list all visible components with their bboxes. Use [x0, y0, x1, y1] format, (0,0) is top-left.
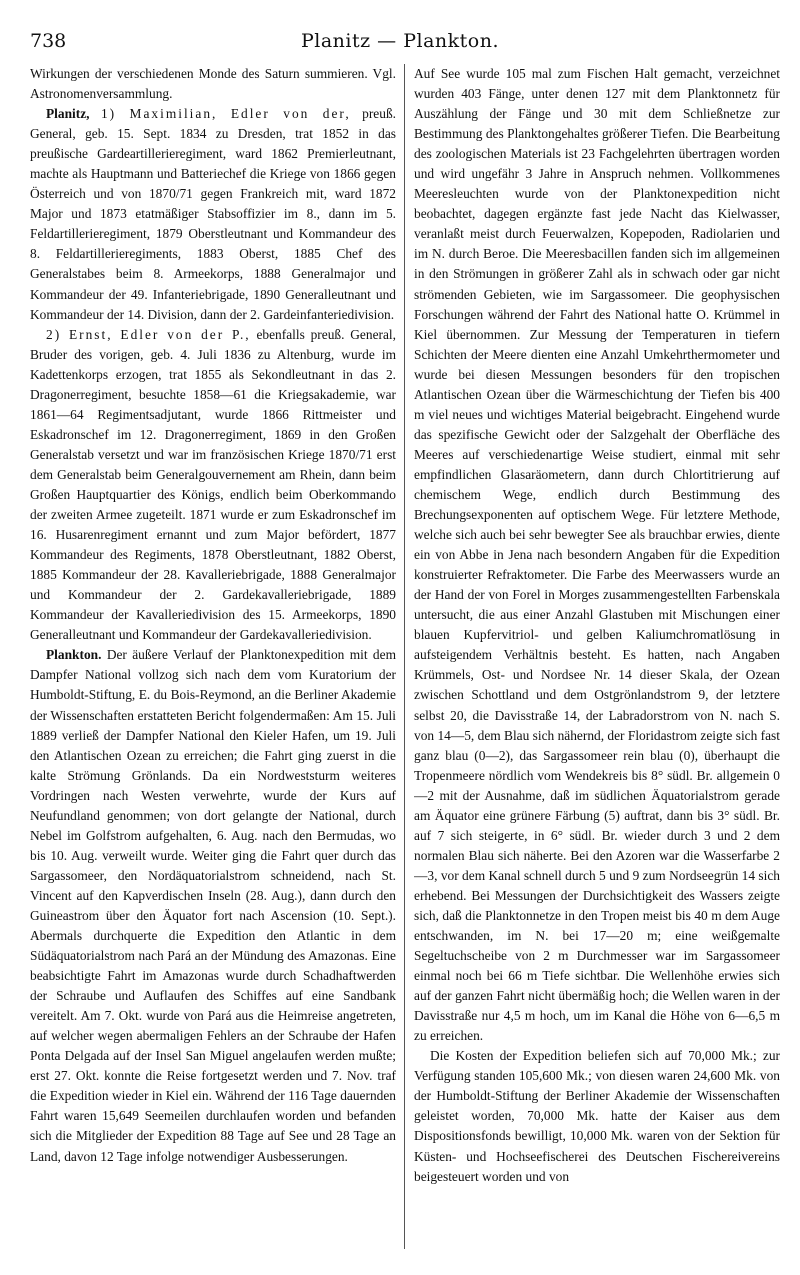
entry-text: preuß. General, geb. 15. Sept. 1834 zu Dresden, trat 1852 in das preußische Gardeartillerieregiment, ward 1862 Premierleutnant, machte als Hauptmann und Batteriechef die Kriege von 1866 gegen Österreich und von 1870/71 gegen Frankreich mit, ward 1872 Major und 1873 etatmäßiger Stabsoffizier im 8., dann im 5. Feldartillerieregiment, 1879 Oberstleutnant und Kommandeur des 8. Feldartillerieregiments, 1883 Oberst, 1885 Chef des Generalstabes beim 8. Armeekorps, 1888 Generalmajor und Kommandeur der 49. Infanteriebrigade, 1890 Generalleutnant und Kommandeur der 14. Division, dann der 2. Gardeinfanteriedivision.: [30, 106, 396, 322]
person-name: 2) Ernst, Edler von der P.,: [46, 326, 251, 342]
paragraph: Auf See wurde 105 mal zum Fischen Halt gemacht, verzeichnet wurden 403 Fänge, unter denen 127 mit dem Planktonnetz für Auszählung der Fänge und 30 mit dem Schließnetze zur Bestimmung des Planktongehaltes größerer Tiefen. Die Bearbeitung des zoologischen Materials ist 23 Fachgelehrten übertragen worden und wird ungefähr 3 Jahre in Anspruch nehmen. Vollkommenes Meeresleuchten wurde von der Planktonexpedition nicht beobachtet, dagegen ergänzte fast jede Nacht das Kielwasser, veranlaßt meist durch Feuerwalzen, Kopepoden, Radiolarien und im N. durch Beroe. Die Meeresbacillen fanden sich im allgemeinen in den Strömungen in größerer Zahl als in schwach oder gar nicht strömenden Gebieten, wie im Sargassomeer. Die geophysischen Forschungen während der Fahrt des National hatte O. Krümmel in Kiel übernommen. Zur Messung der Temperaturen in tiefern Schichten der Meere dienten eine Anzahl Umkehrthermometer und wurde bei diesen Messungen besonders für den tropischen Atlantischen Ozean über die Wärmeschichtung der Tiefen bis 400 m viel neues und wichtiges Material beigebracht. Eingehend wurde das spezifische Gewicht oder der Salzgehalt der Oberfläche des Meeres auf verschiedenartige Weise studiert, einmal mit sehr empfindlichen Glasaräometern, dann durch Chlortitrierung auf chemischem Wege, endlich durch Bestimmung des Brechungsexponenten auf optischem Wege. Für letztere Methode, welche sich auch bei sehr bewegter See als brauchbar erwies, diente ein von Abbe in Jena nach besondern Angaben für die Expedition konstruierter Refraktometer. Die Farbe des Meerwassers wurde an der Hand der von Forel in Morges zusammengestellten Farbenskala untersucht, die aus einer Anzahl Glastuben mit Mischungen einer blauen Kupfervitriol- und gelben Kaliumchromatlösung in aufsteigendem Verhältnis besteht. Es hatten, nach Angaben Krümmels, Ost- und Nordsee Nr. 14 dieser Skala, der Ozean zwischen Schottland und dem Ostgrönlandstrom 9, der letztere selbst 20, die Davisstraße 14, der Labradorstrom von N. nach S. von 14—5, dem Blau sich nähernd, der Floridastrom zeigte sich fast ganz blau (0—2), das Sargassomeer rein blau (0), überhaupt die Tropenmeere nördlich vom Wendekreis bis 8° südl. Br. allgemein 0—2 mit der Ausnahme, daß im südlichen Äquatorialstrom gerade am Äquator eine grünere Färbung (5) auftrat, dann bis 3° südl. Br. auf 7 sich steigerte, in 6° südl. Br. wieder durch 3 und 2 dem normalen Blau sich näherte. Bei den Azoren war die Wasserfarbe 2—3, vor dem Kanal schnell durch 5 und 9 zum Nordseegrün 14 sich erhebend. Bei Messungen der Durchsichtigkeit des Wassers zeigte sich, daß die Planktonnetze in den Tropen meist bis 40 m dem Auge entschwanden, im N. bei 17—20 m; eine weißgemalte Segeltuchscheibe von 2 m Durchmesser war im Sargassomeer einmal noch bei 66 m Tiefe sichtbar. Die Wellenhöhe erwies sich auf der ganzen Fahrt nicht übermäßig hoch; die Wellen waren in der Davisstraße nur 4,5 m hoch, um im Kanal die Höhe von 6—6,5 m zu erreichen.: [414, 66, 780, 1044]
entry-plankton: [30, 645, 396, 1166]
paragraph: Die Kosten der Expedition beliefen sich auf 70,000 Mk.; zur Verfügung standen 105,600 Mk.; von diesen waren 24,600 Mk. von der Humboldt-Stiftung der Berliner Akademie der Wissenschaften geleistet worden, 70,000 Mk. hatte der Kaiser aus dem Dispositionsfonds bewilligt, 10,000 Mk. waren von der Sektion für Küsten- und Hochseefischerei des Deutschen Fischereivereins beigesteuert worden und von: [414, 1048, 780, 1184]
left-column: [30, 64, 396, 1254]
right-column: [414, 64, 780, 1254]
entry-headword: Planitz,: [46, 106, 90, 122]
entry-text: Der äußere Verlauf der Planktonexpedition mit dem Dampfer National vollzog sich nach dem vom Kuratorium der Humboldt-Stiftung, E. du Bois-Reymond, an die Berliner Akademie der Wissenschaften erstatteten Bericht folgendermaßen: Am 15. Juli 1889 verließ der Dampfer National den Kieler Hafen, um 19. Juli den Atlantischen Ozean zu erreichen; die Fahrt ging zuerst in die kalte Strömung Grönlands. Da ein Nordweststurm weiteres Vordringen nach Westen verwehrte, wurde der Kurs auf Neufundland genommen; von dort gelangte der National, durch Nebel im Golfstrom aufgehalten, 6. Aug. nach den Bermudas, wo bis 10. Aug. verweilt wurde. Weiter ging die Fahrt quer durch das Sargassomeer, den Nordäquatorialstrom schneidend, nach St. Vincent auf den Kapverdischen Inseln (28. Aug.), dann durch den Guineastrom über den Äquator fort nach Ascension (10. Sept.). Abermals durchquerte die Expedition den Atlantic in dem Südäquatorialstrom nach Pará an der Mündung des Amazonas. Eine beabsichtigte Fahrt im Amazonas wurde durch Schadhaftwerden der Schraube und Auflaufen des Schiffes auf eine Sandbank vereitelt. Am 7. Okt. wurde von Pará aus die Heimreise angetreten, auf welcher wegen abermaligen Fehlers an der Schraube der Hafen Ponta Delgada auf der Insel San Miguel angelaufen werden mußte; erst 27. Okt. konnte die Reise fortgesetzt werden und 7. Nov. traf die Expedition wieder in Kiel ein. Während der 116 Tage dauernden Fahrt waren 15,649 Seemeilen durchlaufen worden und befanden sich die Mitglieder der Expedition 88 Tage auf See und 28 Tage an Land, davon 12 Tage infolge notwendiger Ausbesserungen.: [30, 647, 396, 1164]
paragraph-continuation: Wirkungen der verschiedenen Monde des Saturn summieren. Vgl. Astronomenversammlung.: [30, 66, 396, 102]
page-header: [30, 30, 770, 56]
running-head: Planitz — Plankton.: [300, 30, 499, 52]
entry-headword: Plankton.: [46, 647, 102, 663]
page-number: 738: [30, 30, 67, 52]
entry-planitz-1: [30, 104, 396, 325]
entry-text: ebenfalls preuß. General, Bruder des vorigen, geb. 4. Juli 1836 zu Altenburg, wurde im Kadettenkorps erzogen, trat 1855 als Sekondleutnant in das 2. Dragonerregiment, besuchte 1858—61 die Kriegsakademie, war 1861—64 Regimentsadjutant, wurde 1866 Rittmeister und Eskadronschef im 12. Dragonerregiment, 1869 in den Großen Generalstab versetzt und war im französischen Kriege 1870/71 erst dem Generalstab beim Generalgouvernement am Rhein, dann beim Großen Hauptquartier des Königs, endlich beim Oberkommando der zweiten Armee zugeteilt. 1871 wurde er zum Eskadronschef im 16. Husarenregiment ernannt und zum Major befördert, 1877 Kommandeur des Regiments, 1878 Oberstleutnant, 1882 Oberst, 1885 Kommandeur der 28. Kavalleriebrigade, 1888 Generalmajor und Kommandeur der 2. Gardekavalleriebrigade, 1889 Kommandeur der Kavalleriedivision des 15. Armeekorps, 1890 Generalleutnant und Kommandeur der Gardekavalleriedivision.: [30, 326, 396, 643]
column-divider: [404, 64, 405, 1249]
entry-planitz-2: [30, 325, 396, 646]
person-name: 1) Maximilian, Edler von der,: [100, 106, 351, 122]
